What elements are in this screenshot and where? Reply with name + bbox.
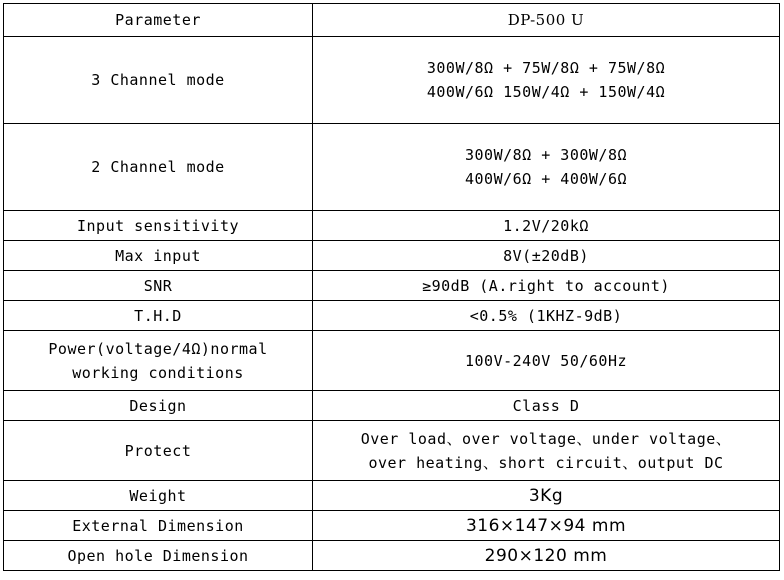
row-label: SNR bbox=[4, 271, 313, 301]
table-row bbox=[4, 241, 780, 271]
header-row bbox=[4, 4, 780, 37]
row-value: Over load、over voltage、under voltage、 over heating、short circuit、output DC bbox=[313, 421, 780, 481]
row-label: Open hole Dimension bbox=[4, 541, 313, 571]
row-label: External Dimension bbox=[4, 511, 313, 541]
row-label: T.H.D bbox=[4, 301, 313, 331]
row-label: 2 Channel mode bbox=[4, 124, 313, 211]
table-row bbox=[4, 421, 780, 481]
table-row bbox=[4, 37, 780, 124]
row-label: Power(voltage/4Ω)normal working conditions bbox=[4, 331, 313, 391]
table-row bbox=[4, 211, 780, 241]
table-row bbox=[4, 511, 780, 541]
header-parameter: Parameter bbox=[4, 4, 313, 37]
row-value: 300W/8Ω + 300W/8Ω 400W/6Ω + 400W/6Ω bbox=[313, 124, 780, 211]
table-row bbox=[4, 124, 780, 211]
row-value: Class D bbox=[313, 391, 780, 421]
row-value: 3Kg bbox=[313, 481, 780, 511]
row-value: 290×120 mm bbox=[313, 541, 780, 571]
row-value: ≥90dB (A.right to account) bbox=[313, 271, 780, 301]
table-row bbox=[4, 391, 780, 421]
row-label: Design bbox=[4, 391, 313, 421]
table-row bbox=[4, 541, 780, 571]
table-row bbox=[4, 481, 780, 511]
row-label: 3 Channel mode bbox=[4, 37, 313, 124]
row-label: Input sensitivity bbox=[4, 211, 313, 241]
spec-table bbox=[3, 3, 780, 571]
row-value: 8V(±20dB) bbox=[313, 241, 780, 271]
row-label: Protect bbox=[4, 421, 313, 481]
row-value: 1.2V/20kΩ bbox=[313, 211, 780, 241]
row-label: Weight bbox=[4, 481, 313, 511]
table-row bbox=[4, 301, 780, 331]
row-value: 316×147×94 mm bbox=[313, 511, 780, 541]
header-model: DP-500 U bbox=[313, 4, 780, 37]
row-value: 100V-240V 50/60Hz bbox=[313, 331, 780, 391]
table-row bbox=[4, 271, 780, 301]
row-value: <0.5% (1KHZ-9dB) bbox=[313, 301, 780, 331]
table-row bbox=[4, 331, 780, 391]
row-label: Max input bbox=[4, 241, 313, 271]
row-value: 300W/8Ω + 75W/8Ω + 75W/8Ω 400W/6Ω 150W/4Ω + 150W/4Ω bbox=[313, 37, 780, 124]
